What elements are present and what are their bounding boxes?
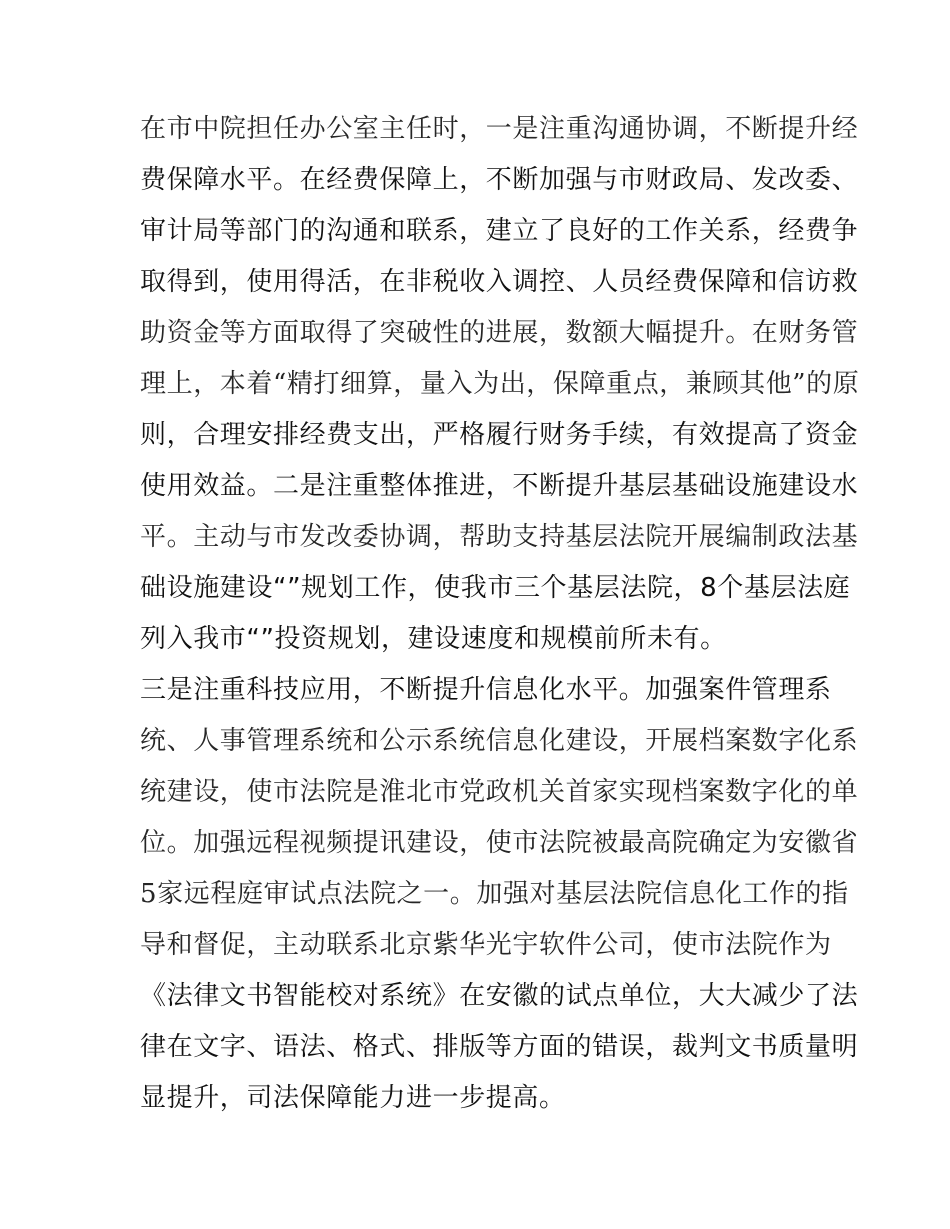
text-line: 费保障水平。在经费保障上，不断加强与市财政局、发改委、 [140, 165, 859, 195]
text-line: 助资金等方面取得了突破性的进展，数额大幅提升。在财务管 [140, 318, 859, 348]
text-line: 三是注重科技应用，不断提升信息化水平。加强案件管理系 [140, 675, 832, 705]
text-line: 位。加强远程视频提讯建设，使市法院被最高院确定为安徽省 [140, 828, 859, 858]
text-line: 使用效益。二是注重整体推进，不断提升基层基础设施建设水 [140, 471, 859, 501]
text-line: 在市中院担任办公室主任时，一是注重沟通协调，不断提升经 [140, 114, 859, 144]
text-line: 导和督促，主动联系北京紫华光宇软件公司，使市法院作为 [140, 930, 832, 960]
text-line: 平。主动与市发改委协调，帮助支持基层法院开展编制政法基 [140, 522, 859, 552]
text-line: 律在文字、语法、格式、排版等方面的错误，裁判文书质量明 [140, 1032, 859, 1062]
text-line: 则，合理安排经费支出，严格履行财务手续，有效提高了资金 [140, 420, 859, 450]
text-line: 审计局等部门的沟通和联系，建立了良好的工作关系，经费争 [140, 216, 859, 246]
text-line: 5家远程庭审试点法院之一。加强对基层法院信息化工作的指 [140, 879, 849, 909]
text-line: 理上，本着“精打细算，量入为出，保障重点，兼顾其他”的原 [140, 369, 860, 399]
text-line: 《法律文书智能校对系统》在安徽的试点单位，大大减少了法 [140, 981, 859, 1011]
text-line: 统、人事管理系统和公示系统信息化建设，开展档案数字化系 [140, 726, 859, 756]
text-line: 显提升，司法保障能力进一步提高。 [140, 1083, 566, 1113]
text-line: 统建设，使市法院是淮北市党政机关首家实现档案数字化的单 [140, 777, 859, 807]
text-line: 础设施建设“”规划工作，使我市三个基层法院，8个基层法庭 [140, 573, 851, 603]
text-line: 列入我市“”投资规划，建设速度和规模前所未有。 [140, 624, 727, 654]
text-line: 取得到，使用得活，在非税收入调控、人员经费保障和信访救 [140, 267, 859, 297]
